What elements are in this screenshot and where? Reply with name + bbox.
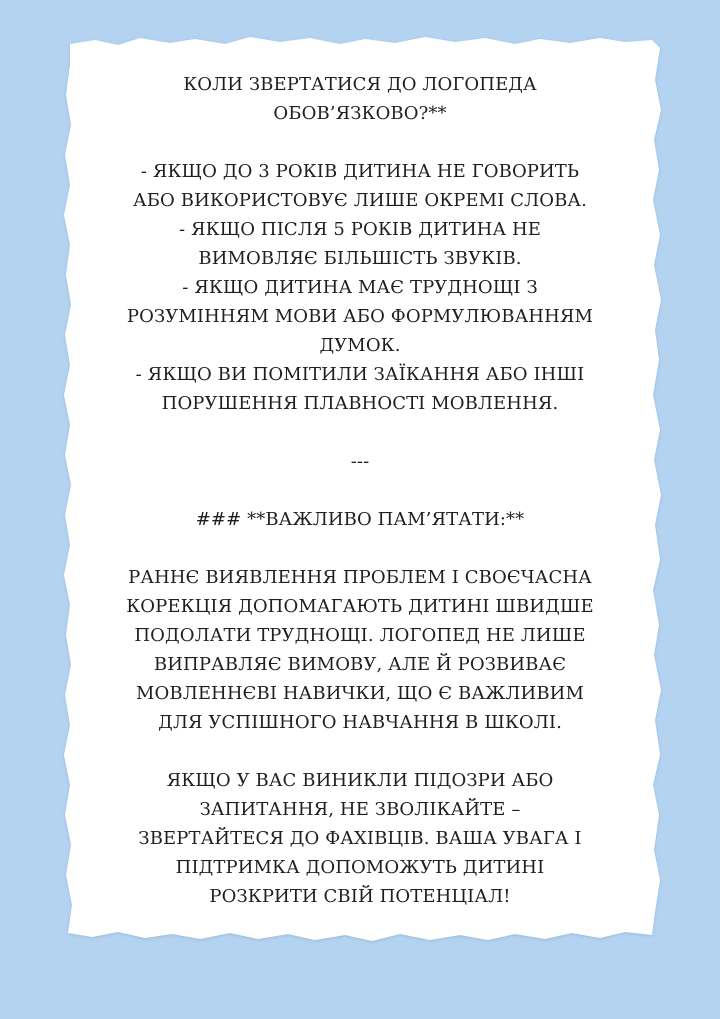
paragraph-2-line: ЗВЕРТАЙТЕСЯ ДО ФАХІВЦІВ. ВАША УВАГА І <box>138 828 582 849</box>
list-line: РОЗУМІННЯМ МОВИ АБО ФОРМУЛЮВАННЯМ <box>126 306 594 327</box>
paragraph-2-line: ЯКЩО У ВАС ВИНИКЛИ ПІДОЗРИ АБО <box>166 770 554 791</box>
paragraph-1-line: КОРЕКЦІЯ ДОПОМАГАЮТЬ ДИТИНІ ШВИДШЕ <box>126 596 594 617</box>
paragraph-1-line: ДЛЯ УСПІШНОГО НАВЧАННЯ В ШКОЛІ. <box>158 712 562 733</box>
paragraph-2-line: ПІДТРИМКА ДОПОМОЖУТЬ ДИТИНІ <box>175 857 545 878</box>
paragraph-1-line: ВИПРАВЛЯЄ ВИМОВУ, АЛЕ Й РОЗВИВАЄ <box>153 654 567 675</box>
list-line: ПОРУШЕННЯ ПЛАВНОСТІ МОВЛЕННЯ. <box>161 393 559 414</box>
heading-line-2: ОБОВ’ЯЗКОВО?** <box>273 103 447 124</box>
paragraph-1-line: ПОДОЛАТИ ТРУДНОЩІ. ЛОГОПЕД НЕ ЛИШЕ <box>134 625 586 646</box>
paragraph-1-line: РАННЄ ВИЯВЛЕННЯ ПРОБЛЕМ І СВОЄЧАСНА <box>128 567 592 588</box>
important-heading: ### **ВАЖЛИВО ПАМ’ЯТАТИ:** <box>195 509 525 530</box>
list-line: - ЯКЩО ДО 3 РОКІВ ДИТИНА НЕ ГОВОРИТЬ <box>140 161 580 182</box>
list-line: - ЯКЩО ВИ ПОМІТИЛИ ЗАЇКАННЯ АБО ІНШІ <box>135 364 585 385</box>
document-body <box>95 70 625 911</box>
paragraph-2-line: РОЗКРИТИ СВІЙ ПОТЕНЦІАЛ! <box>209 886 511 907</box>
list-line: ВИМОВЛЯЄ БІЛЬШІСТЬ ЗВУКІВ. <box>198 248 522 269</box>
heading-line-1: КОЛИ ЗВЕРТАТИСЯ ДО ЛОГОПЕДА <box>183 74 537 95</box>
paragraph-1-line: МОВЛЕННЄВІ НАВИЧКИ, ЩО Є ВАЖЛИВИМ <box>135 683 584 704</box>
list-line: ДУМОК. <box>319 335 401 356</box>
list-line: - ЯКЩО ДИТИНА МАЄ ТРУДНОЩІ З <box>182 277 538 298</box>
paragraph-2-line: ЗАПИТАННЯ, НЕ ЗВОЛІКАЙТЕ – <box>199 799 521 820</box>
separator: --- <box>350 451 370 472</box>
list-line: - ЯКЩО ПІСЛЯ 5 РОКІВ ДИТИНА НЕ <box>178 219 542 240</box>
list-line: АБО ВИКОРИСТОВУЄ ЛИШЕ ОКРЕМІ СЛОВА. <box>133 190 587 211</box>
